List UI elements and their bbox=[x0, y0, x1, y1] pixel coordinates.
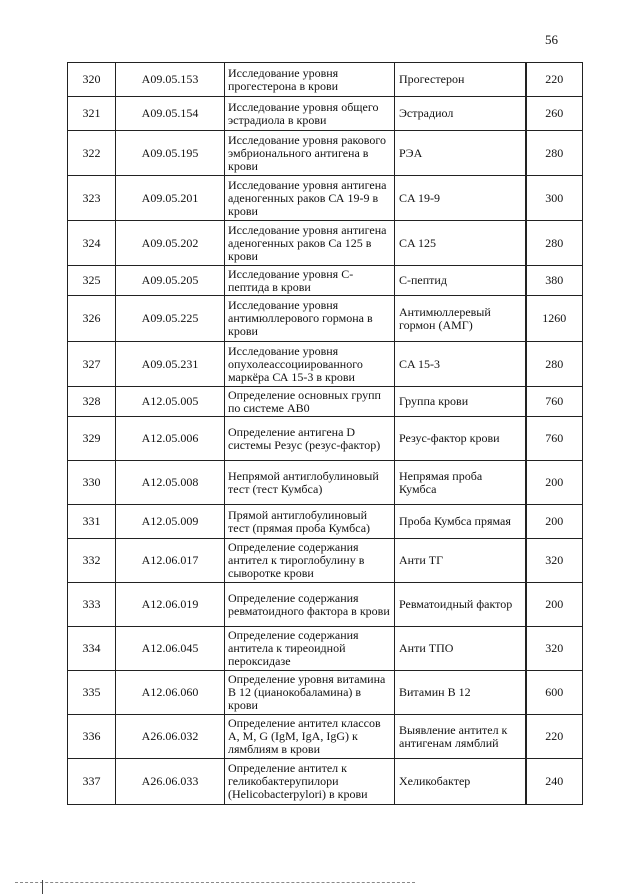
service-code: A12.06.045 bbox=[116, 627, 225, 671]
service-code: A12.05.008 bbox=[116, 461, 225, 505]
service-description: Определение уровня витамина В 12 (цианокобаламина) в крови bbox=[225, 671, 395, 715]
price-table-body bbox=[68, 63, 583, 805]
test-name: РЭА bbox=[395, 131, 526, 176]
price: 280 bbox=[526, 131, 583, 176]
service-description: Определение антител к геликобактерупилори (Helicobacterpylori) в крови bbox=[225, 759, 395, 805]
price: 280 bbox=[526, 221, 583, 266]
test-name: Выявление антител к антигенам лямблий bbox=[395, 715, 526, 759]
service-description: Определение антигена D системы Резус (резус-фактор) bbox=[225, 417, 395, 461]
table-row bbox=[68, 715, 583, 759]
table-row bbox=[68, 583, 583, 627]
test-name: CA 19-9 bbox=[395, 176, 526, 221]
service-code: A12.05.009 bbox=[116, 505, 225, 539]
service-code: A09.05.202 bbox=[116, 221, 225, 266]
footer-rule bbox=[15, 882, 415, 883]
service-description: Определение содержания антитела к тиреоидной пероксидазе bbox=[225, 627, 395, 671]
test-name: Ревматоидный фактор bbox=[395, 583, 526, 627]
table-row bbox=[68, 759, 583, 805]
service-code: A09.05.153 bbox=[116, 63, 225, 97]
row-number: 329 bbox=[68, 417, 116, 461]
service-description: Определение основных групп по системе AB0 bbox=[225, 387, 395, 417]
table-row bbox=[68, 221, 583, 266]
table-row bbox=[68, 131, 583, 176]
row-number: 328 bbox=[68, 387, 116, 417]
service-description: Исследование уровня С-пептида в крови bbox=[225, 266, 395, 296]
price: 1260 bbox=[526, 296, 583, 342]
page-number: 56 bbox=[545, 32, 558, 47]
test-name: Эстрадиол bbox=[395, 97, 526, 131]
price-table bbox=[67, 62, 583, 805]
test-name: Анти ТПО bbox=[395, 627, 526, 671]
table-row bbox=[68, 296, 583, 342]
price: 320 bbox=[526, 627, 583, 671]
price: 320 bbox=[526, 539, 583, 583]
service-code: A09.05.205 bbox=[116, 266, 225, 296]
test-name: Антимюллеревый гормон (АМГ) bbox=[395, 296, 526, 342]
service-code: A12.05.005 bbox=[116, 387, 225, 417]
test-name: Непрямая проба Кумбса bbox=[395, 461, 526, 505]
row-number: 324 bbox=[68, 221, 116, 266]
price: 200 bbox=[526, 461, 583, 505]
service-code: A26.06.032 bbox=[116, 715, 225, 759]
service-code: A12.06.060 bbox=[116, 671, 225, 715]
table-row bbox=[68, 97, 583, 131]
service-description: Исследование уровня ракового эмбрионального антигена в крови bbox=[225, 131, 395, 176]
service-description: Прямой антиглобулиновый тест (прямая проба Кумбса) bbox=[225, 505, 395, 539]
row-number: 333 bbox=[68, 583, 116, 627]
row-number: 327 bbox=[68, 342, 116, 387]
test-name: Группа крови bbox=[395, 387, 526, 417]
price: 220 bbox=[526, 63, 583, 97]
table-row bbox=[68, 342, 583, 387]
row-number: 326 bbox=[68, 296, 116, 342]
row-number: 337 bbox=[68, 759, 116, 805]
price: 760 bbox=[526, 387, 583, 417]
service-code: A26.06.033 bbox=[116, 759, 225, 805]
table-row bbox=[68, 176, 583, 221]
row-number: 335 bbox=[68, 671, 116, 715]
test-name: С-пептид bbox=[395, 266, 526, 296]
service-description: Исследование уровня антимюллерового гормона в крови bbox=[225, 296, 395, 342]
table-row bbox=[68, 671, 583, 715]
service-description: Исследование уровня антигена аденогенных раков СА 19-9 в крови bbox=[225, 176, 395, 221]
test-name: Резус-фактор крови bbox=[395, 417, 526, 461]
row-number: 325 bbox=[68, 266, 116, 296]
price: 200 bbox=[526, 505, 583, 539]
service-code: A12.05.006 bbox=[116, 417, 225, 461]
price: 760 bbox=[526, 417, 583, 461]
test-name: Витамин В 12 bbox=[395, 671, 526, 715]
table-row bbox=[68, 461, 583, 505]
service-description: Исследование уровня опухолеассоциированного маркёра СА 15-3 в крови bbox=[225, 342, 395, 387]
table-row bbox=[68, 417, 583, 461]
service-description: Исследование уровня общего эстрадиола в крови bbox=[225, 97, 395, 131]
test-name: Проба Кумбса прямая bbox=[395, 505, 526, 539]
test-name: Анти ТГ bbox=[395, 539, 526, 583]
test-name: CA 125 bbox=[395, 221, 526, 266]
price: 260 bbox=[526, 97, 583, 131]
price: 300 bbox=[526, 176, 583, 221]
price: 220 bbox=[526, 715, 583, 759]
row-number: 323 bbox=[68, 176, 116, 221]
service-description: Определение содержания антител к тироглобулину в сыворотке крови bbox=[225, 539, 395, 583]
service-description: Непрямой антиглобулиновый тест (тест Кумбса) bbox=[225, 461, 395, 505]
service-description: Исследование уровня антигена аденогенных раков Са 125 в крови bbox=[225, 221, 395, 266]
row-number: 320 bbox=[68, 63, 116, 97]
row-number: 321 bbox=[68, 97, 116, 131]
table-row bbox=[68, 266, 583, 296]
table-row bbox=[68, 505, 583, 539]
test-name: Прогестерон bbox=[395, 63, 526, 97]
price: 240 bbox=[526, 759, 583, 805]
footer-tick bbox=[42, 880, 43, 894]
service-description: Определение антител классов A, M, G (IgM, IgA, IgG) к лямблиям в крови bbox=[225, 715, 395, 759]
row-number: 322 bbox=[68, 131, 116, 176]
service-code: A12.06.019 bbox=[116, 583, 225, 627]
price: 380 bbox=[526, 266, 583, 296]
table-row bbox=[68, 539, 583, 583]
service-code: A12.06.017 bbox=[116, 539, 225, 583]
table-row bbox=[68, 627, 583, 671]
row-number: 330 bbox=[68, 461, 116, 505]
row-number: 331 bbox=[68, 505, 116, 539]
service-description: Исследование уровня прогестерона в крови bbox=[225, 63, 395, 97]
row-number: 336 bbox=[68, 715, 116, 759]
service-code: A09.05.225 bbox=[116, 296, 225, 342]
service-code: A09.05.201 bbox=[116, 176, 225, 221]
row-number: 334 bbox=[68, 627, 116, 671]
table-row bbox=[68, 387, 583, 417]
test-name: CA 15-3 bbox=[395, 342, 526, 387]
service-code: A09.05.154 bbox=[116, 97, 225, 131]
row-number: 332 bbox=[68, 539, 116, 583]
service-code: A09.05.195 bbox=[116, 131, 225, 176]
price: 600 bbox=[526, 671, 583, 715]
price: 280 bbox=[526, 342, 583, 387]
table-row bbox=[68, 63, 583, 97]
price: 200 bbox=[526, 583, 583, 627]
test-name: Хеликобактер bbox=[395, 759, 526, 805]
service-description: Определение содержания ревматоидного фактора в крови bbox=[225, 583, 395, 627]
service-code: A09.05.231 bbox=[116, 342, 225, 387]
